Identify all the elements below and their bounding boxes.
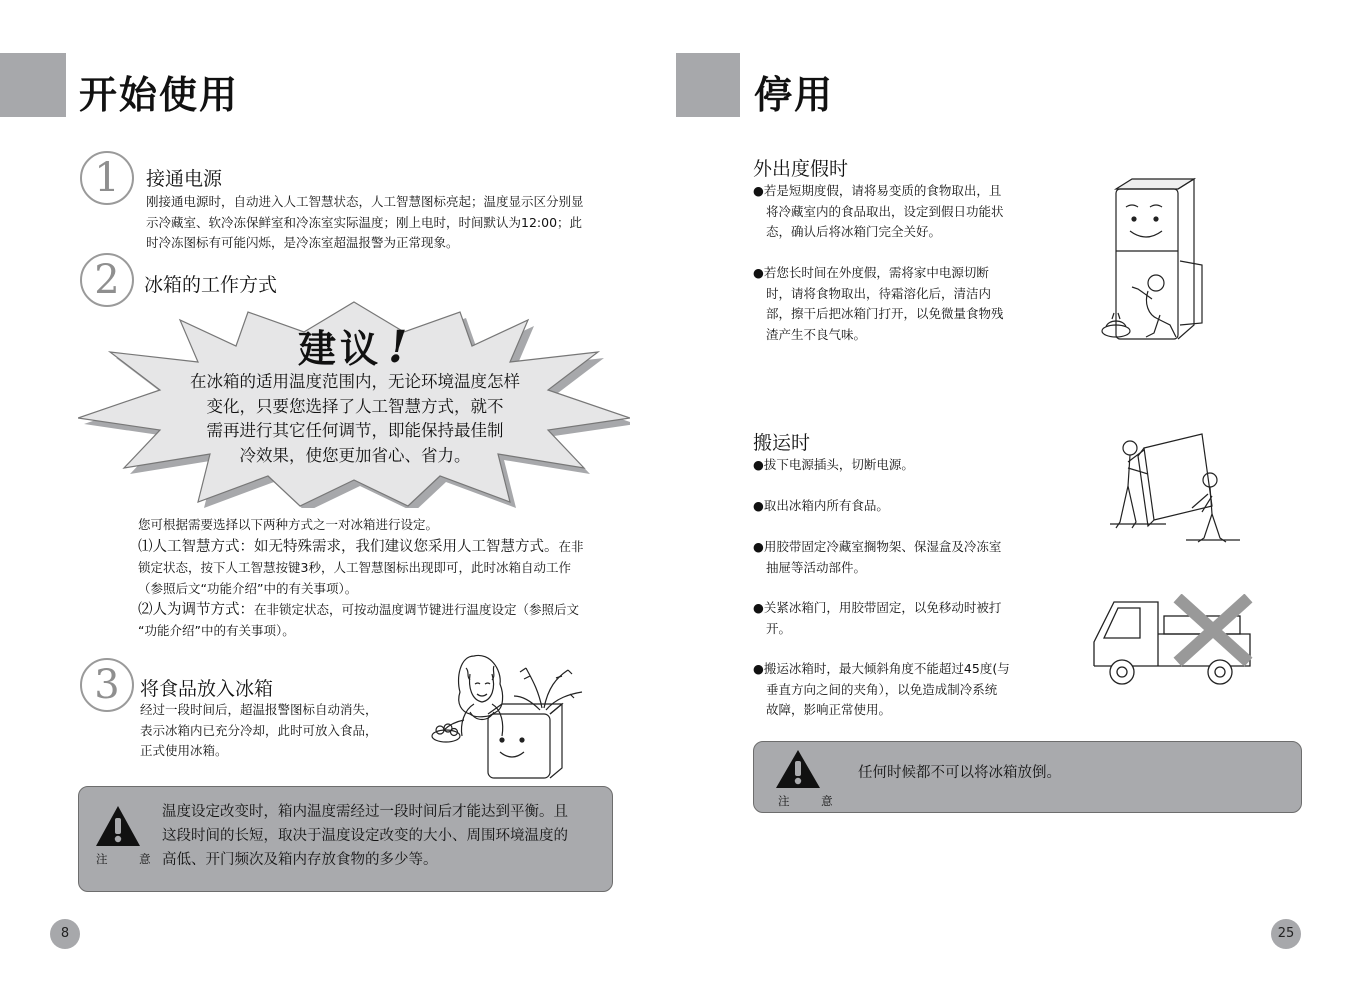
bullet-line: 抽屉等活动部件。 (766, 559, 867, 575)
right-page-title: 停用 (754, 73, 835, 117)
moving-bullet-3 (753, 537, 1053, 578)
right-caution-text: 任何时候都不可以将冰箱放倒。 (858, 765, 1061, 781)
bullet-line: ●关紧冰箱门，用胶带固定，以免移动时被打 (753, 600, 1002, 615)
section3-heading: 将食品放入冰箱 (140, 678, 274, 700)
bullet-line: 将冷藏室内的食品取出，设定到假日功能状 (766, 203, 1004, 219)
moving-heading: 搬运时 (753, 432, 811, 454)
mode1-line1-rest: 在非 (558, 539, 584, 554)
advice-title (298, 318, 411, 373)
moving-bullet-2 (753, 496, 1053, 517)
bullet-line: 垂直方向之间的夹角），以免造成制冷系统 (766, 681, 998, 697)
caution-line: 这段时间的长短，取决于温度设定改变的大小、周围环境温度的 (162, 828, 568, 844)
advice-line: 冷效果，使您更加省心、省力。 (239, 445, 471, 465)
caution-line: 高低、开门频次及箱内存放食物的多少等。 (162, 852, 438, 868)
section3-line: 经过一段时间后，超温报警图标自动消失， (140, 702, 378, 717)
advice-exclamation: ! (388, 322, 412, 373)
section1-heading: 接通电源 (146, 168, 223, 190)
truck-no-lying-illustration (1090, 594, 1254, 694)
bullet-line: 故障，影响正常使用。 (766, 702, 892, 717)
bullet-line: 渣产生不良气味。 (766, 326, 867, 342)
left-caution-text (162, 800, 607, 872)
moving-bullet-4 (753, 598, 1053, 639)
step-2-number: 2 (80, 253, 134, 307)
bullet-line: ●搬运冰箱时，最大倾斜角度不能超过45度(与 (753, 661, 1010, 676)
section3-text (140, 700, 420, 762)
right-page-number: 25 (1271, 919, 1301, 949)
advice-title-text: 建议 (298, 327, 383, 371)
section3-line: 表示冰箱内已充分冷却，此时可放入食品， (140, 722, 378, 738)
bullet-line: 时，请将食物取出，待霜溶化后，清洁内 (766, 285, 992, 301)
mode2-line2: “功能介绍”中的有关事项）。 (138, 623, 295, 638)
cleaning-fridge-illustration (1098, 175, 1208, 347)
woman-with-food-illustration (430, 648, 590, 780)
vacation-bullet-2 (753, 263, 1043, 345)
step-1-number: 1 (80, 151, 134, 205)
mode1-line2: 锁定状态，按下人工智慧按键3秒，人工智慧图标出现即可，此时冰箱自动工作 (138, 560, 571, 575)
bullet-line: 开。 (766, 620, 792, 636)
step-3-number: 3 (80, 658, 134, 712)
advice-line: 在冰箱的适用温度范围内，无论环境温度怎样 (190, 372, 520, 391)
bullet-line: ●取出冰箱内所有食品。 (753, 498, 889, 513)
bullet-line: ●拔下电源插头，切断电源。 (753, 457, 914, 472)
left-page-number: 8 (50, 919, 80, 949)
moving-bullet-5 (753, 659, 1053, 721)
bullet-line: 部，擦干后把冰箱门打开，以免微量食物残 (766, 306, 1004, 321)
section3-line: 正式使用冰箱。 (140, 743, 228, 758)
mode1-label: ⑴人工智慧方式：如无特殊需求，我们建议您采用人工智慧方式。 (138, 539, 559, 555)
section1-line: 示冷藏室、软冷冻保鲜室和冷冻室实际温度；刚上电时，时间默认为12:00；此 (146, 214, 583, 230)
advice-line: 变化，只要您选择了人工智慧方式，就不 (206, 396, 504, 416)
mode2-label: ⑵人为调节方式： (138, 602, 254, 618)
section2-heading: 冰箱的工作方式 (144, 274, 278, 296)
vacation-bullet-1 (753, 181, 1043, 243)
bullet-line: 态，确认后将冰箱门完全关好。 (766, 224, 942, 239)
bullet-line: ●若您长时间在外度假，需将家中电源切断 (753, 265, 989, 280)
warning-icon (94, 804, 142, 848)
carrying-fridge-illustration (1106, 428, 1242, 550)
advice-text (150, 370, 560, 468)
bullet-line: ●用胶带固定冷藏室搁物架、保湿盒及冷冻室 (753, 539, 1002, 554)
mode1-line1 (138, 536, 628, 558)
mode2-line1 (138, 599, 628, 621)
mode2-line1-rest: 在非锁定状态，可按动温度调节键进行温度设定（参照后文 (254, 602, 580, 617)
modes-block (138, 536, 628, 642)
caution-line: 温度设定改变时，箱内温度需经过一段时间后才能达到平衡。且 (162, 804, 568, 820)
left-header-block (0, 53, 66, 117)
caution-label: 注 意 (778, 794, 847, 808)
modes-intro: 您可根据需要选择以下两种方式之一对冰箱进行设定。 (138, 517, 439, 532)
left-page-title: 开始使用 (79, 73, 240, 117)
section1-line: 时冷冻图标有可能闪烁，是冷冻室超温报警为正常现象。 (146, 235, 459, 250)
right-header-block (676, 53, 740, 117)
mode1-line3: （参照后文“功能介绍”中的有关事项）。 (138, 580, 358, 596)
section1-text (146, 192, 626, 254)
section1-line: 刚接通电源时，自动进入人工智慧状态，人工智慧图标亮起；温度显示区分别显 (146, 194, 584, 209)
caution-label: 注 意 (96, 852, 165, 866)
moving-bullet-1 (753, 455, 1053, 476)
x-mark (1182, 602, 1244, 658)
bullet-line: ●若是短期度假，请将易变质的食物取出，且 (753, 183, 1002, 198)
warning-icon (774, 748, 822, 790)
advice-line: 需再进行其它任何调节，即能保持最佳制 (206, 421, 504, 440)
vacation-heading: 外出度假时 (753, 158, 849, 180)
